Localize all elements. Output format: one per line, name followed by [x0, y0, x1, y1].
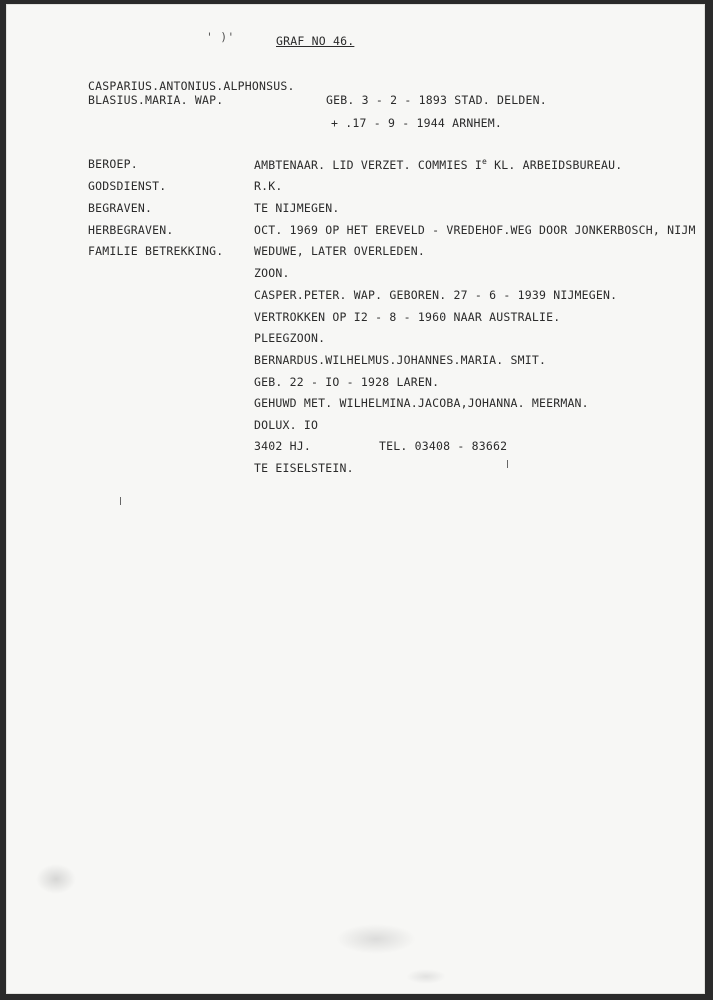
- familie-line: GEB. 22 - IO - 1928 LAREN.: [254, 375, 440, 389]
- paper-smudge: [36, 864, 76, 894]
- godsdienst-label: GODSDIENST.: [88, 179, 167, 193]
- familie-line: CASPER.PETER. WAP. GEBOREN. 27 - 6 - 1939 NIJMEGEN.: [254, 288, 618, 302]
- telephone-number: TEL. 03408 - 83662: [379, 439, 508, 453]
- beroep-value-main: AMBTENAAR. LID VERZET. COMMIES I: [254, 157, 482, 172]
- familie-line: WEDUWE, LATER OVERLEDEN.: [254, 244, 425, 258]
- familie-line: BERNARDUS.WILHELMUS.JOHANNES.MARIA. SMIT.: [254, 353, 547, 367]
- godsdienst-value: R.K.: [254, 179, 283, 193]
- beroep-superscript: e: [481, 157, 487, 166]
- stray-mark: [120, 497, 121, 505]
- stray-mark: [507, 460, 508, 468]
- beroep-value-end: KL. ARBEIDSBUREAU.: [487, 157, 623, 172]
- header-marks: ' )': [206, 30, 235, 44]
- familie-line: ZOON.: [254, 266, 290, 280]
- familie-line: PLEEGZOON.: [254, 331, 326, 345]
- begraven-value: TE NIJMEGEN.: [254, 201, 340, 215]
- familie-line: VERTROKKEN OP I2 - 8 - 1960 NAAR AUSTRALIE.: [254, 310, 561, 324]
- death-record: + .17 - 9 - 1944 ARNHEM.: [331, 116, 502, 130]
- person-name-line2: BLASIUS.MARIA. WAP.: [88, 93, 224, 107]
- familie-line: GEHUWD MET. WILHELMINA.JACOBA,JOHANNA. MEERMAN.: [254, 396, 589, 410]
- document-page: [6, 4, 705, 994]
- person-name-line1: CASPARIUS.ANTONIUS.ALPHONSUS.: [88, 79, 295, 93]
- birth-record: GEB. 3 - 2 - 1893 STAD. DELDEN.: [326, 93, 547, 107]
- paper-smudge: [406, 969, 446, 984]
- familie-line: DOLUX. IO: [254, 418, 319, 432]
- familie-line: TE EISELSTEIN.: [254, 461, 354, 475]
- paper-smudge: [336, 924, 416, 954]
- beroep-label: BEROEP.: [88, 157, 138, 171]
- familie-line: 3402 HJ.: [254, 439, 311, 453]
- herbegraven-label: HERBEGRAVEN.: [88, 223, 174, 237]
- herbegraven-value: OCT. 1969 OP HET EREVELD - VREDEHOF.WEG DOOR JONKERBOSCH, NIJM: [254, 223, 696, 237]
- beroep-value: [254, 157, 622, 172]
- familie-label: FAMILIE BETREKKING.: [88, 244, 224, 258]
- begraven-label: BEGRAVEN.: [88, 201, 153, 215]
- page-title: GRAF NO 46.: [276, 34, 355, 48]
